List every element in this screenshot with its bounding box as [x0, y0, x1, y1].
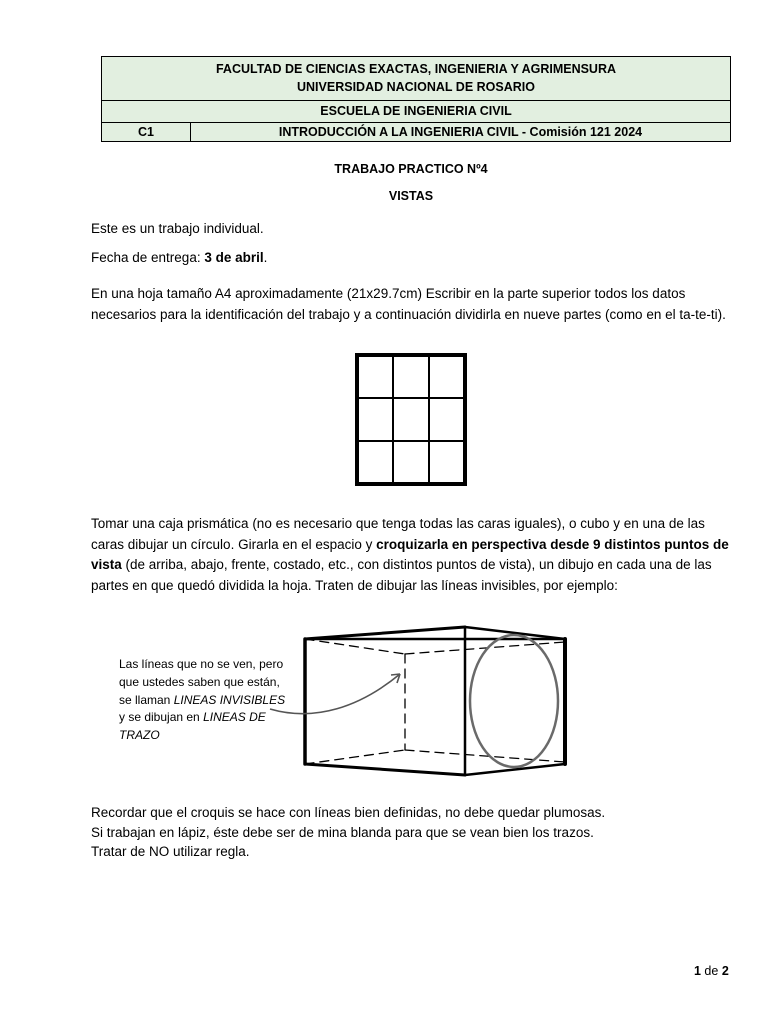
instructions-paragraph: En una hoja tamaño A4 aproximadamente (21x29.7cm) Escribir en la parte superior todos los datos necesarios para la identificación del trabajo y a continuación dividirla en nueve partes (como en el ta-te-ti).	[91, 286, 726, 322]
grid-cell	[393, 398, 428, 440]
closing-line: Tratar de NO utilizar regla.	[91, 844, 250, 859]
header-institution	[102, 57, 730, 101]
closing-line: Si trabajan en lápiz, éste debe ser de mina blanda para que se vean bien los trazos.	[91, 824, 594, 840]
page-number: 1 de 2	[694, 964, 729, 978]
figure-annotation: Las líneas que no se ven, pero que ustedes saben que están, se llaman LINEAS INVISIBLES y se dibujan en LINEAS DE TRAZO	[119, 657, 286, 743]
closing-line: Recordar que el croquis se hace con líneas bien definidas, no debe quedar plumosas.	[91, 805, 606, 820]
grid-cell	[393, 356, 428, 398]
grid-cell	[358, 356, 393, 398]
course-code: C1	[102, 123, 191, 141]
task-paragraph: Tomar una caja prismática (no es necesario que tenga todas las caras iguales), o cubo y en una de las caras dibujar un círculo. Girarla en el espacio y croquizarla en perspectiva desde 9 distintos puntos de vista (de arriba, abajo, frente, costado, etc., con distintos puntos de vista), un dibujo en cada una de las partes en que quedó dividida la hoja. Traten de dibujar las líneas invisibles, por ejemplo:	[91, 516, 729, 593]
task-emphasis: croquizarla en perspectiva desde 9 distintos puntos de vista	[91, 536, 729, 572]
intro-text: Este es un trabajo individual.	[91, 221, 264, 236]
grid-cell	[429, 398, 464, 440]
doc-title: TRABAJO PRACTICO Nº4	[334, 162, 488, 176]
grid-cell	[393, 441, 428, 483]
grid-cell	[358, 398, 393, 440]
faculty-name: FACULTAD DE CIENCIAS EXACTAS, INGENIERIA Y AGRIMENSURA	[215, 62, 617, 76]
face-circle	[470, 635, 558, 767]
due-date-text: Fecha de entrega: 3 de abril.	[91, 250, 268, 265]
closing-notes	[91, 803, 731, 862]
grid-cell	[358, 441, 393, 483]
university-name: UNIVERSIDAD NACIONAL DE ROSARIO	[297, 80, 535, 94]
grid-cell	[429, 441, 464, 483]
due-label: Fecha de entrega:	[91, 250, 205, 265]
course-title: INTRODUCCIÓN A LA INGENIERIA CIVIL - Comisión 121 2024	[278, 125, 643, 139]
school-name: ESCUELA DE INGENIERIA CIVIL	[102, 101, 730, 123]
header-table	[101, 56, 731, 142]
grid-cell	[429, 356, 464, 398]
due-date: 3 de abril	[204, 250, 264, 265]
course-row	[102, 123, 730, 141]
tic-tac-toe-grid	[355, 353, 467, 486]
doc-subtitle: VISTAS	[388, 189, 434, 203]
